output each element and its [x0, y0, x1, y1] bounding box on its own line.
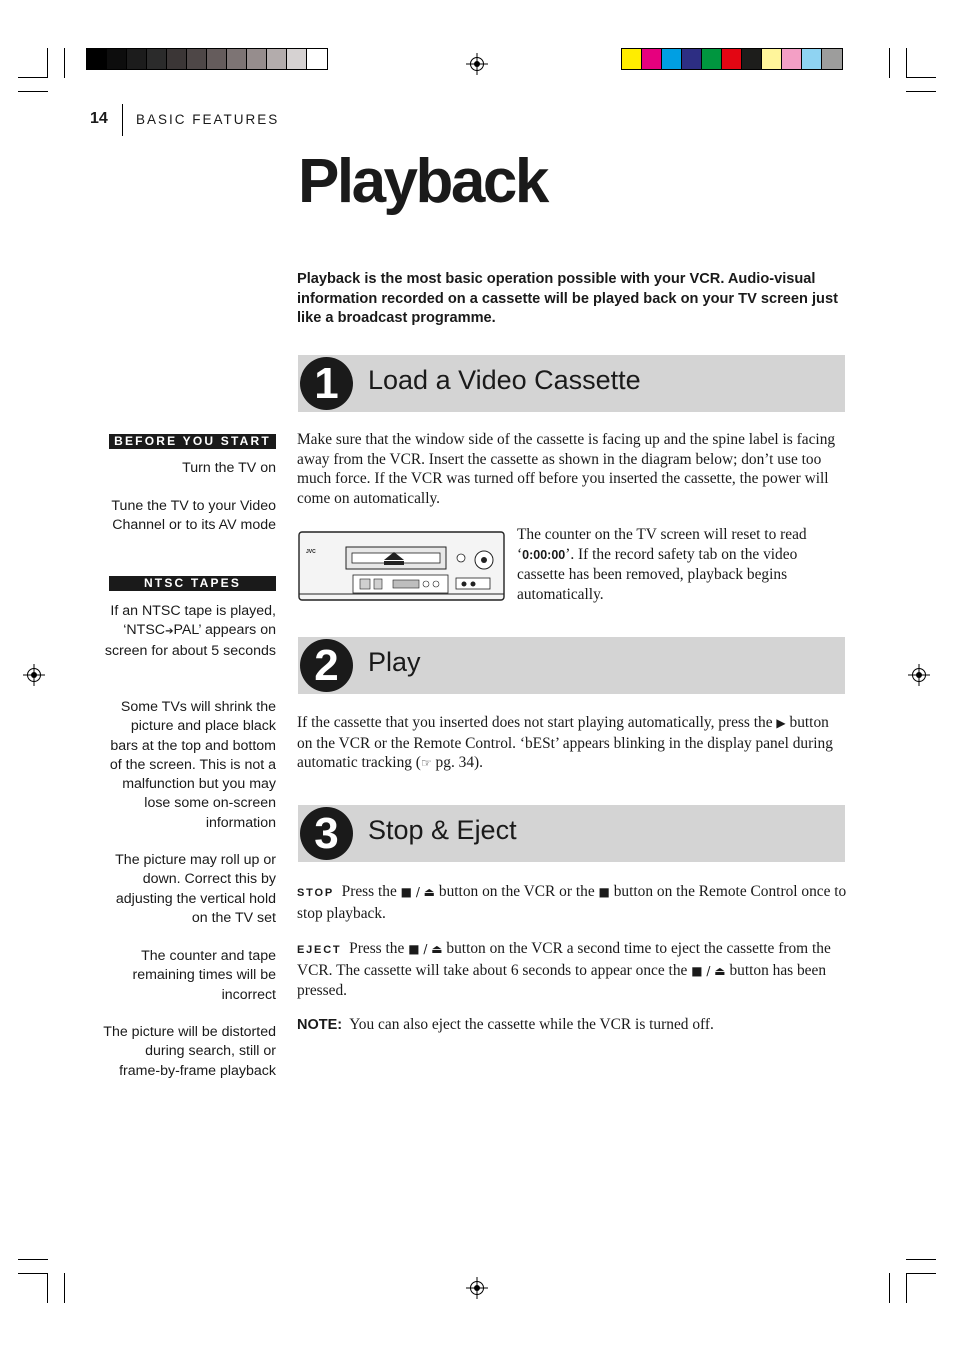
crop-mark	[906, 48, 907, 78]
crop-mark	[889, 48, 890, 78]
color-swatch	[682, 49, 702, 69]
crop-mark	[47, 1273, 48, 1303]
counter-text-post: ’. If the record safety tab on the video cassette has been removed, playback begins automatically.	[517, 545, 798, 603]
color-swatch	[87, 49, 107, 69]
color-swatch	[642, 49, 662, 69]
color-swatch	[722, 49, 742, 69]
color-swatch	[822, 49, 842, 69]
crop-mark	[18, 1273, 48, 1274]
stop-paragraph	[297, 882, 847, 923]
color-swatch	[147, 49, 167, 69]
step-2-number-badge: 2	[300, 639, 353, 692]
color-swatch	[127, 49, 147, 69]
color-swatch	[662, 49, 682, 69]
ntsc-note-pre: If an NTSC tape is played, ‘NTSC	[110, 603, 276, 639]
color-swatch	[267, 49, 287, 69]
color-swatch	[187, 49, 207, 69]
step-1-header	[298, 355, 845, 412]
intro-paragraph: Playback is the most basic operation possible with your VCR. Audio-visual information recorded on a cassette will be played back on your TV screen just like a broadcast programme.	[297, 271, 838, 326]
step-3-header	[298, 805, 845, 862]
before-you-start-heading: BEFORE YOU START	[109, 434, 276, 449]
crop-mark	[906, 1273, 907, 1303]
eject-text-pre: Press the	[349, 940, 405, 957]
color-swatch	[107, 49, 127, 69]
page-title: Playback	[298, 147, 547, 216]
process-color-bar	[621, 48, 843, 70]
sidebar-note	[101, 602, 276, 661]
color-swatch	[782, 49, 802, 69]
play-icon: ▶	[776, 716, 786, 730]
registration-mark-icon	[466, 53, 488, 75]
crop-mark	[906, 1259, 936, 1260]
color-swatch	[247, 49, 267, 69]
stop-eject-icon: ■ / ⏏	[408, 942, 443, 956]
sidebar-note: The counter and tape remaining times will be incorrect	[132, 948, 276, 1003]
note-paragraph	[297, 1015, 847, 1036]
counter-text-pre: The counter on the TV screen will reset to read ‘	[517, 526, 807, 563]
registration-mark-icon	[908, 664, 930, 686]
crop-mark	[64, 1273, 65, 1303]
play-text-pre: If the cassette that you inserted does not start playing automatically, press the	[297, 714, 773, 731]
color-swatch	[802, 49, 822, 69]
eject-text-mid: button on the VCR a second time to eject the cassette from the VCR. The cassette will take about 6 seconds to appear once the	[297, 940, 831, 979]
color-swatch	[742, 49, 762, 69]
eject-paragraph	[297, 939, 847, 1001]
eject-text-post: button has been pressed.	[297, 961, 827, 999]
sidebar-note: Turn the TV on	[182, 460, 276, 476]
color-swatch	[702, 49, 722, 69]
step-1-title: Load a Video Cassette	[368, 365, 641, 395]
color-swatch	[287, 49, 307, 69]
ntsc-tapes-heading: NTSC TAPES	[109, 576, 276, 591]
crop-mark	[47, 48, 48, 78]
step-3-number-badge: 3	[300, 807, 353, 860]
step-1-number-badge: 1	[300, 357, 353, 410]
color-swatch	[622, 49, 642, 69]
sidebar-note: The picture may roll up or down. Correct this by adjusting the vertical hold on the TV set	[115, 852, 276, 926]
color-swatch	[207, 49, 227, 69]
note-text: You can also eject the cassette while the VCR is turned off.	[349, 1016, 714, 1033]
header-divider	[122, 104, 123, 136]
crop-mark	[18, 1259, 48, 1260]
sidebar-note: Some TVs will shrink the picture and place black bars at the top and bottom of the screen. This is not a malfunction but you may lose some on-screen information	[109, 699, 276, 831]
crop-mark	[906, 1273, 936, 1274]
crop-mark	[889, 1273, 890, 1303]
stop-text-post: button on the Remote Control once to stop playback.	[297, 883, 847, 922]
crop-mark	[64, 48, 65, 78]
step-2-paragraph	[297, 713, 847, 774]
play-text-mid: button on the VCR or the Remote Control. ‘bESt’ appears blinking in the display panel during automatic tracking (	[297, 714, 833, 771]
grayscale-color-bar	[86, 48, 328, 70]
vcr-illustration	[298, 531, 505, 601]
stop-eject-icon: ■ / ⏏	[691, 963, 726, 978]
stop-icon: ■	[598, 885, 610, 899]
registration-mark-icon	[466, 1277, 488, 1299]
page-number: 14	[90, 110, 108, 127]
sidebar-note: Tune the TV to your Video Channel or to its AV mode	[111, 498, 276, 534]
pointing-hand-icon: ☞	[420, 756, 432, 770]
stop-text-mid: button on the VCR or the	[438, 883, 595, 900]
note-label: NOTE:	[297, 1017, 343, 1033]
step-2-title: Play	[368, 647, 421, 677]
registration-mark-icon	[23, 664, 45, 686]
counter-value: 0:00:00	[522, 547, 566, 562]
vcr-brand-logo: JVC	[306, 549, 316, 555]
stop-label: STOP	[297, 887, 334, 899]
crop-mark	[906, 91, 936, 92]
arrow-right-icon: ➔	[165, 626, 174, 638]
play-text-post: pg. 34).	[431, 754, 484, 771]
ntsc-note-post: PAL’ appears on screen for about 5 seconds	[104, 622, 276, 659]
stop-text-pre: Press the	[341, 883, 397, 900]
eject-label: EJECT	[297, 944, 342, 956]
step-1-paragraph: Make sure that the window side of the cassette is facing up and the spine label is facing away from the VCR. Insert the cassette as shown in the diagram below; don’t use too much force. If the VCR was turned off before you inserted the cassette, the power will come on automatically.	[297, 431, 836, 507]
color-swatch	[307, 49, 327, 69]
step-2-header	[298, 637, 845, 694]
crop-mark	[906, 77, 936, 78]
crop-mark	[18, 77, 48, 78]
stop-eject-icon: ■ / ⏏	[400, 885, 436, 899]
section-label: BASIC FEATURES	[136, 112, 280, 127]
color-swatch	[227, 49, 247, 69]
step-3-title: Stop & Eject	[368, 815, 517, 845]
crop-mark	[18, 91, 48, 92]
color-swatch	[167, 49, 187, 69]
sidebar-note: The picture will be distorted during search, still or frame-by-frame playback	[103, 1024, 276, 1079]
counter-paragraph	[517, 525, 847, 604]
color-swatch	[762, 49, 782, 69]
